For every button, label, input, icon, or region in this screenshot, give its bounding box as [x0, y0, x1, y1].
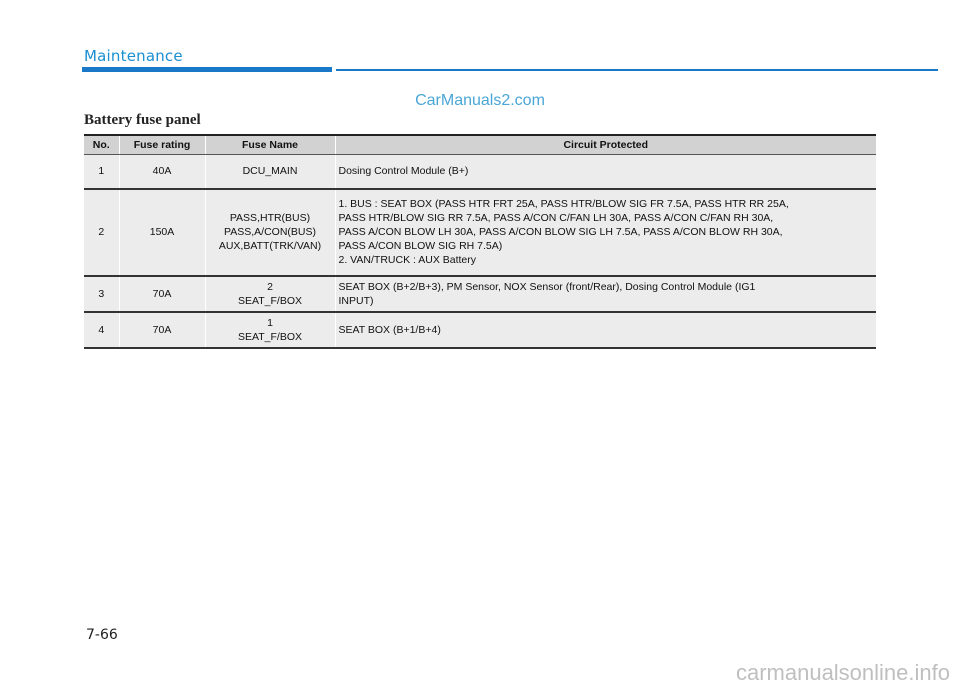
row-rating: 70A — [119, 312, 205, 348]
fuse-name-line: SEAT_F/BOX — [238, 294, 302, 307]
watermark-bottom[interactable]: carmanualsonline.info — [735, 660, 950, 685]
fuse-name-line: 1 — [267, 316, 273, 329]
row-no: 3 — [84, 276, 119, 312]
circuit-line: 1. BUS : SEAT BOX (PASS HTR FRT 25A, PASS HTR/BLOW SIG FR 7.5A, PASS HTR RR 25A, — [338, 198, 789, 210]
fuse-name-line: DCU_MAIN — [242, 165, 298, 178]
row-no: 1 — [84, 155, 119, 189]
panel-title: Battery fuse panel — [84, 112, 201, 128]
circuit-line: Dosing Control Module (B+) — [338, 165, 469, 178]
row-circuit — [335, 276, 876, 312]
row-rating: 70A — [119, 276, 205, 312]
row-fuse-name — [205, 312, 335, 348]
row-no: 2 — [84, 189, 119, 276]
header-rule-thin — [336, 69, 938, 71]
circuit-line: PASS A/CON BLOW LH 30A, PASS A/CON BLOW SIG LH 7.5A, PASS A/CON BLOW RH 30A, — [338, 226, 783, 238]
header-rule-thick — [82, 67, 332, 72]
circuit-line: INPUT) — [338, 294, 374, 307]
row-circuit — [335, 155, 876, 189]
fuse-name-line: 2 — [267, 280, 273, 293]
section-title: Maintenance — [84, 47, 183, 65]
fuse-table — [84, 134, 876, 349]
table-row — [84, 189, 876, 276]
header-circuit-protected: Circuit Protected — [335, 135, 876, 155]
row-fuse-name — [205, 189, 335, 276]
fuse-name-line: PASS,HTR(BUS) — [229, 212, 311, 224]
header-no: No. — [84, 135, 119, 155]
circuit-line: PASS A/CON BLOW SIG RH 7.5A) — [338, 240, 503, 252]
header-fuse-rating: Fuse rating — [119, 135, 205, 155]
row-circuit — [335, 189, 876, 276]
table-row — [84, 276, 876, 312]
row-fuse-name — [205, 276, 335, 312]
table-row — [84, 312, 876, 348]
row-rating: 150A — [119, 189, 205, 276]
row-no: 4 — [84, 312, 119, 348]
circuit-line: 2. VAN/TRUCK : AUX Battery — [338, 254, 477, 266]
table-header-row — [84, 135, 876, 155]
fuse-name-line: SEAT_F/BOX — [238, 330, 302, 343]
watermark-top[interactable]: CarManuals2.com — [415, 92, 545, 109]
row-rating: 40A — [119, 155, 205, 189]
circuit-line: PASS HTR/BLOW SIG RR 7.5A, PASS A/CON C/FAN LH 30A, PASS A/CON C/FAN RH 30A, — [338, 212, 774, 224]
table-row — [84, 155, 876, 189]
circuit-line: SEAT BOX (B+1/B+4) — [338, 323, 441, 336]
circuit-line: SEAT BOX (B+2/B+3), PM Sensor, NOX Sensor (front/Rear), Dosing Control Module (IG1 — [338, 280, 756, 293]
page-number: 7-66 — [86, 627, 118, 643]
row-circuit — [335, 312, 876, 348]
row-fuse-name — [205, 155, 335, 189]
fuse-name-line: PASS,A/CON(BUS) — [224, 226, 316, 238]
fuse-name-line: AUX,BATT(TRK/VAN) — [218, 240, 322, 252]
header-fuse-name: Fuse Name — [205, 135, 335, 155]
